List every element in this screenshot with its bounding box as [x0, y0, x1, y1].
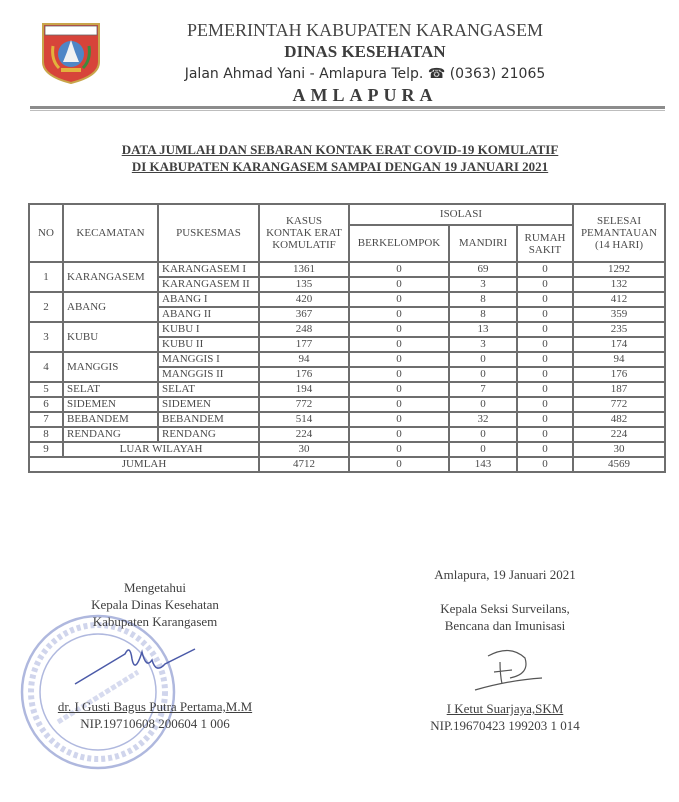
header-rumah-sakit-text: RUMAH SAKIT: [524, 231, 566, 256]
cell-kasus: 420: [259, 292, 349, 307]
cell-kasus: 94: [259, 352, 349, 367]
cell-kecamatan: BEBANDEM: [63, 412, 158, 427]
cell-rumah-sakit: 0: [517, 292, 573, 307]
cell-kasus: 30: [259, 442, 349, 457]
cell-selesai: 224: [573, 427, 665, 442]
cell-mandiri: 0: [449, 367, 517, 382]
cell-no: 4: [29, 352, 63, 382]
cell-mandiri: 13: [449, 322, 517, 337]
cell-puskesmas: SIDEMEN: [158, 397, 259, 412]
cell-berkelompok: 0: [349, 427, 449, 442]
sig-left-acknowledge: Mengetahui: [123, 580, 187, 595]
cell-no: 8: [29, 427, 63, 442]
signature-left: [70, 634, 200, 692]
header-puskesmas: PUSKESMAS: [158, 204, 259, 262]
cell-rumah-sakit: 0: [517, 367, 573, 382]
cell-mandiri: 3: [449, 277, 517, 292]
cell-berkelompok: 0: [349, 412, 449, 427]
table-row: [29, 322, 665, 337]
sig-left-title: Kepala Dinas Kesehatan: [91, 597, 219, 612]
cell-selesai: 132: [573, 277, 665, 292]
sig-left-org: Kabupaten Karangasem: [92, 614, 218, 629]
table-row: [29, 352, 665, 367]
cell-kasus: 367: [259, 307, 349, 322]
cell-selesai: 412: [573, 292, 665, 307]
sig-right-place-date: Amlapura, 19 Januari 2021: [434, 567, 576, 582]
karangasem-regency-logo: [41, 22, 101, 84]
cell-puskesmas: KARANGASEM I: [158, 262, 259, 277]
cell-rumah-sakit: 0: [517, 382, 573, 397]
signature-right: [470, 644, 550, 694]
cell-berkelompok-total: 0: [349, 457, 449, 472]
cell-rumah-sakit: 0: [517, 277, 573, 292]
cell-no: 5: [29, 382, 63, 397]
header-mandiri: MANDIRI: [449, 225, 517, 262]
cell-jumlah-label: JUMLAH: [29, 457, 259, 472]
cell-berkelompok: 0: [349, 262, 449, 277]
header-kecamatan: KECAMATAN: [63, 204, 158, 262]
cell-kasus: 772: [259, 397, 349, 412]
cell-puskesmas: BEBANDEM: [158, 412, 259, 427]
cell-mandiri: 69: [449, 262, 517, 277]
cell-rumah-sakit-total: 0: [517, 457, 573, 472]
cell-mandiri: 0: [449, 397, 517, 412]
cell-rumah-sakit: 0: [517, 412, 573, 427]
cell-berkelompok: 0: [349, 337, 449, 352]
cell-mandiri: 0: [449, 427, 517, 442]
cell-kasus: 248: [259, 322, 349, 337]
cell-mandiri: 3: [449, 337, 517, 352]
cell-berkelompok: 0: [349, 292, 449, 307]
table-row: [29, 397, 665, 412]
header-rumah-sakit: [517, 225, 573, 262]
header-berkelompok: BERKELOMPOK: [349, 225, 449, 262]
header-kasus-text: KASUS KONTAK ERAT KOMULATIF: [266, 215, 342, 251]
table-row: [29, 382, 665, 397]
cell-rumah-sakit: 0: [517, 337, 573, 352]
header-selesai: [573, 204, 665, 262]
cell-selesai: 1292: [573, 262, 665, 277]
table-row: [29, 292, 665, 307]
letterhead-address: Jalan Ahmad Yani - Amlapura Telp. ☎ (0363) 21065: [184, 66, 546, 82]
cell-no: 3: [29, 322, 63, 352]
cell-mandiri: 32: [449, 412, 517, 427]
cell-puskesmas: SELAT: [158, 382, 259, 397]
cell-selesai: 772: [573, 397, 665, 412]
cell-puskesmas: KUBU I: [158, 322, 259, 337]
table-row: [29, 427, 665, 442]
cell-rumah-sakit: 0: [517, 307, 573, 322]
cell-berkelompok: 0: [349, 352, 449, 367]
cell-kecamatan: KUBU: [63, 322, 158, 352]
cell-puskesmas: KARANGASEM II: [158, 277, 259, 292]
table-row: [29, 262, 665, 277]
letterhead-city: AMLAPURA: [292, 85, 438, 105]
cell-berkelompok: 0: [349, 277, 449, 292]
cell-kasus: 1361: [259, 262, 349, 277]
cell-selesai: 30: [573, 442, 665, 457]
cell-puskesmas: RENDANG: [158, 427, 259, 442]
sig-right-division: Bencana dan Imunisasi: [444, 618, 566, 633]
cell-rumah-sakit: 0: [517, 262, 573, 277]
header-selesai-text: SELESAI PEMANTAUAN (14 HARI): [580, 215, 658, 251]
cell-puskesmas: KUBU II: [158, 337, 259, 352]
cell-rumah-sakit: 0: [517, 442, 573, 457]
table-row-jumlah: [29, 457, 665, 472]
cell-kasus: 177: [259, 337, 349, 352]
cell-kecamatan: RENDANG: [63, 427, 158, 442]
cell-no: 1: [29, 262, 63, 292]
cell-no: 2: [29, 292, 63, 322]
cell-mandiri: 0: [449, 442, 517, 457]
cell-no: 6: [29, 397, 63, 412]
cell-puskesmas: MANGGIS II: [158, 367, 259, 382]
cell-no: 7: [29, 412, 63, 427]
cell-kasus: 514: [259, 412, 349, 427]
contact-tracing-table: [28, 203, 666, 473]
cell-puskesmas: ABANG II: [158, 307, 259, 322]
cell-kecamatan: KARANGASEM: [63, 262, 158, 292]
cell-kecamatan: SIDEMEN: [63, 397, 158, 412]
cell-kecamatan: MANGGIS: [63, 352, 158, 382]
letterhead-agency: DINAS KESEHATAN: [284, 42, 446, 61]
cell-rumah-sakit: 0: [517, 397, 573, 412]
cell-mandiri: 7: [449, 382, 517, 397]
sig-left-name: dr. I Gusti Bagus Putra Pertama,M.M: [57, 699, 253, 714]
cell-luar-wilayah: LUAR WILAYAH: [63, 442, 259, 457]
cell-selesai: 94: [573, 352, 665, 367]
cell-berkelompok: 0: [349, 382, 449, 397]
cell-kasus: 194: [259, 382, 349, 397]
cell-selesai: 482: [573, 412, 665, 427]
cell-berkelompok: 0: [349, 367, 449, 382]
table-body: [29, 262, 665, 442]
table-row: [29, 412, 665, 427]
letterhead-divider: [30, 106, 665, 109]
cell-selesai: 174: [573, 337, 665, 352]
cell-mandiri: 8: [449, 307, 517, 322]
header-no: NO: [29, 204, 63, 262]
sig-right-name: I Ketut Suarjaya,SKM: [446, 701, 564, 716]
cell-berkelompok: 0: [349, 307, 449, 322]
sig-left-nip: NIP.19710608 200604 1 006: [80, 716, 230, 731]
sig-right-nip: NIP.19670423 199203 1 014: [430, 718, 580, 733]
cell-rumah-sakit: 0: [517, 427, 573, 442]
cell-kecamatan: ABANG: [63, 292, 158, 322]
cell-selesai-total: 4569: [573, 457, 665, 472]
cell-puskesmas: MANGGIS I: [158, 352, 259, 367]
cell-kasus: 224: [259, 427, 349, 442]
cell-kasus-total: 4712: [259, 457, 349, 472]
cell-no: 9: [29, 442, 63, 457]
cell-kasus: 135: [259, 277, 349, 292]
sig-right-title: Kepala Seksi Surveilans,: [440, 601, 570, 616]
cell-mandiri: 8: [449, 292, 517, 307]
cell-berkelompok: 0: [349, 442, 449, 457]
cell-selesai: 235: [573, 322, 665, 337]
document-title-line1: DATA JUMLAH DAN SEBARAN KONTAK ERAT COVID-19 KOMULATIF: [121, 142, 559, 157]
header-kasus: [259, 204, 349, 262]
cell-kecamatan: SELAT: [63, 382, 158, 397]
letterhead-government: PEMERINTAH KABUPATEN KARANGASEM: [187, 20, 543, 40]
cell-kasus: 176: [259, 367, 349, 382]
table-row-luar-wilayah: [29, 442, 665, 457]
cell-berkelompok: 0: [349, 322, 449, 337]
header-isolasi: ISOLASI: [349, 204, 573, 225]
cell-mandiri: 0: [449, 352, 517, 367]
cell-puskesmas: ABANG I: [158, 292, 259, 307]
letterhead-divider-thin: [30, 110, 665, 111]
cell-selesai: 176: [573, 367, 665, 382]
cell-selesai: 359: [573, 307, 665, 322]
cell-berkelompok: 0: [349, 397, 449, 412]
cell-mandiri-total: 143: [449, 457, 517, 472]
cell-rumah-sakit: 0: [517, 322, 573, 337]
cell-rumah-sakit: 0: [517, 352, 573, 367]
cell-selesai: 187: [573, 382, 665, 397]
document-title-line2: DI KABUPATEN KARANGASEM SAMPAI DENGAN 19 JANUARI 2021: [131, 159, 549, 174]
